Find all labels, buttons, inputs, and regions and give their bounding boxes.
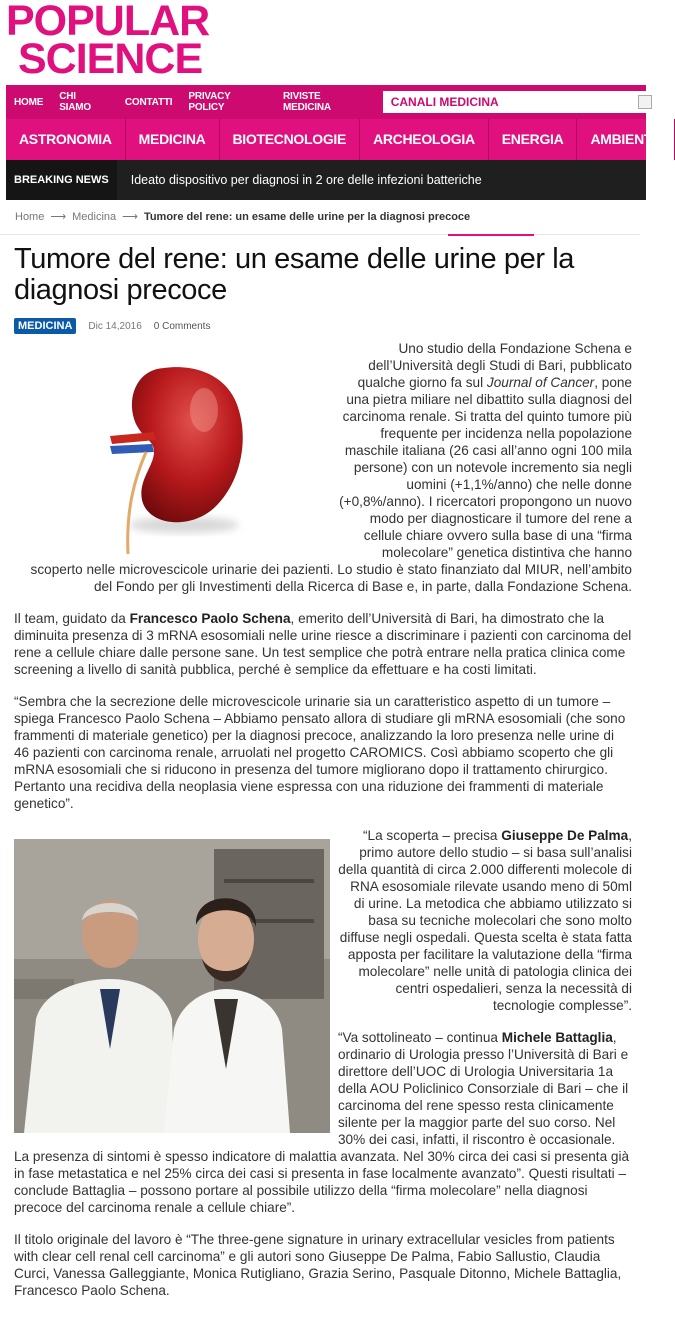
category-badge[interactable]: MEDICINA — [14, 318, 76, 334]
channel-energia[interactable]: ENERGIA — [489, 119, 578, 160]
p1-text-b: , pone una pietra miliare nel dibattito sulla diagnosi del carcinoma renale. Si tratta del quinto tumore più frequente per incidenza nella popolazione maschile italiana (26 casi all’anno ogni 100 mila persone) con un notevole incremento sia negli uomini (+1,1%/anno) che nelle donne (+0,8%/anno). I ricercatori propongono un nuovo modo per diagnosticare il tumore del rene a cellule chiare ovvero sulla base di una “firma molecolare” genetica distintiva che hanno scoperto nelle microvescicole urinarie dei pazienti. Lo studio è stato finanziato dal MIUR, nell’ambito del Fondo per gli Investimenti della Ricerca di Base e, in parte, dalla Fondazione Schena. — [30, 375, 632, 594]
channels-select-value: CANALI MEDICINA — [390, 95, 499, 109]
nav-riviste-medicina[interactable]: RIVISTE MEDICINA — [283, 91, 331, 113]
breadcrumb-divider — [0, 234, 640, 235]
logo-line-2: SCIENCE — [18, 35, 203, 83]
breaking-news-label: BREAKING NEWS — [6, 160, 117, 200]
researchers-photo — [14, 839, 330, 1133]
paragraph-2 — [14, 610, 632, 678]
breadcrumb-separator: ⟶ — [122, 211, 138, 223]
journal-name: Journal of Cancer — [486, 375, 595, 390]
breadcrumb-home[interactable]: Home — [15, 210, 45, 223]
p2-text-a: Il team, guidato da — [14, 611, 130, 626]
channel-astronomia[interactable]: ASTRONOMIA — [6, 119, 126, 160]
breaking-news-headline[interactable]: Ideato dispositivo per diagnosi in 2 ore delle infezioni batteriche — [130, 173, 482, 187]
p5-text-a: “Va sottolineato – continua — [338, 1030, 502, 1045]
comments-link[interactable]: 0 Comments — [153, 320, 211, 332]
site-logo[interactable] — [6, 0, 246, 83]
researchers-photo-image — [14, 839, 330, 1133]
p1-text-a: Uno studio della Fondazione Schena e dell’Università degli Studi di Bari, pubblicato qualche giorno fa sul — [357, 341, 632, 390]
channel-archeologia[interactable]: ARCHEOLOGIA — [360, 119, 489, 160]
breadcrumb-current: Tumore del rene: un esame delle urine per la diagnosi precoce — [143, 210, 471, 223]
p4-text-a: “La scoperta – precisa — [363, 828, 502, 843]
channel-ambiente[interactable]: AMBIENTE — [577, 119, 675, 160]
nav-chi-siamo[interactable]: CHI SIAMO — [59, 91, 91, 113]
top-navigation — [6, 85, 646, 119]
article-body — [14, 340, 632, 1314]
channels-select[interactable] — [383, 91, 646, 113]
breadcrumb-separator: ⟶ — [50, 211, 67, 223]
channel-bar — [6, 119, 662, 160]
channel-medicina[interactable]: MEDICINA — [126, 119, 220, 160]
nav-home[interactable]: HOME — [14, 96, 44, 108]
kidney-illustration — [14, 340, 334, 558]
article-date: Dic 14,2016 — [88, 320, 142, 332]
kidney-image — [14, 340, 334, 558]
nav-contatti[interactable]: CONTATTI — [124, 96, 173, 108]
breadcrumb — [15, 210, 470, 223]
paragraph-6: Il titolo originale del lavoro è “The three-gene signature in urinary extracellular vesicles from patients with clear cell renal cell carcinoma” e gli autori sono Giuseppe De Palma, Fabio Sallustio, Claudia Curci, Vanessa Galleggiante, Monica Rutigliano, Grazia Serino, Pasquale Ditonno, Michele Battaglia, Francesco Paolo Schena. — [14, 1232, 622, 1298]
breadcrumb-accent — [448, 234, 534, 236]
p4-text-b: , primo autore dello studio – si basa sull’analisi della quantità di circa 2.000 differenti molecole di RNA esosomiale rilevate usando meno di 50ml di urine. La metodica che abbiamo utilizzato si basa su tecniche molecolari che sono molto diffuse negli ospedali. Questa scelta è stata fatta apposta per facilitare la valutazione della “firma molecolare” nelle unità di patologia clinica dei centri ospedalieri, senza la necessità di tecnologie complesse”. — [338, 828, 632, 1013]
dropdown-arrow-icon[interactable] — [638, 95, 652, 109]
p2-author-name: Francesco Paolo Schena — [129, 611, 291, 626]
p5-author-name: Michele Battaglia — [501, 1030, 613, 1045]
paragraph-3: “Sembra che la secrezione delle microvescicole urinarie sia un caratteristico aspetto di un tumore – spiega Francesco Paolo Schena – Abbiamo pensato allora di studiare gli mRNA esosomiali (che sono frammenti di materiale genetico) per la diagnosi precoce, analizzando la loro presenza nelle urine di 46 pazienti con carcinoma renale, arruolati nel progetto CAROMICS. Così abbiamo scoperto che gli mRNA esosomiali che si riducono in presenza del tumore migliorano dopo il trattamento chirurgico. Pertanto una recidiva della neoplasia viene espressa con una riduzione dei frammenti di materiale genetico”. — [14, 694, 626, 811]
breaking-news-bar — [6, 160, 646, 200]
p5-text-b: , ordinario di Urologia presso l’Università di Bari e direttore dell’UOC di Urologia Universitaria 1a della AOU Policlinico Consorziale di Bari – che il carcinoma del rene spesso resta clinicamente silente per la maggior parte del suo corso. Nel 30% dei casi, infatti, il riscontro è occasionale. La presenza di sintomi è spesso indicatore di malattia avanzata. Nel 30% circa dei casi si presenta già in fase metastatica e nel 25% circa dei casi si presenta in fase localmente avanzato”. Questi risultati – conclude Battaglia – possono portare al possibile utilizzo della “firma molecolare” nella diagnosi precoce del carcinoma renale a cellule chiare”. — [14, 1030, 630, 1215]
channel-biotecnologie[interactable]: BIOTECNOLOGIE — [220, 119, 361, 160]
breadcrumb-section[interactable]: Medicina — [72, 210, 117, 223]
logo-line-1: POPULAR — [6, 0, 210, 45]
article-title: Tumore del rene: un esame delle urine per la diagnosi precoce — [14, 243, 575, 306]
nav-privacy-policy[interactable]: PRIVACY POLICY — [188, 91, 231, 113]
p2-text-b: , emerito dell’Università di Bari, ha dimostrato che la diminuita presenza di 3 mRNA esosomiali nelle urine riesce a discriminare i pazienti con carcinoma del rene a cellule chiare dalle persone sane. Un test semplice che potrà entrare nella pratica clinica come screening a livello di sanità pubblica, perché è semplice da effettuare e ha costi limitati. — [14, 611, 632, 677]
p4-author-name: Giuseppe De Palma — [501, 828, 629, 843]
article-meta — [14, 318, 210, 334]
